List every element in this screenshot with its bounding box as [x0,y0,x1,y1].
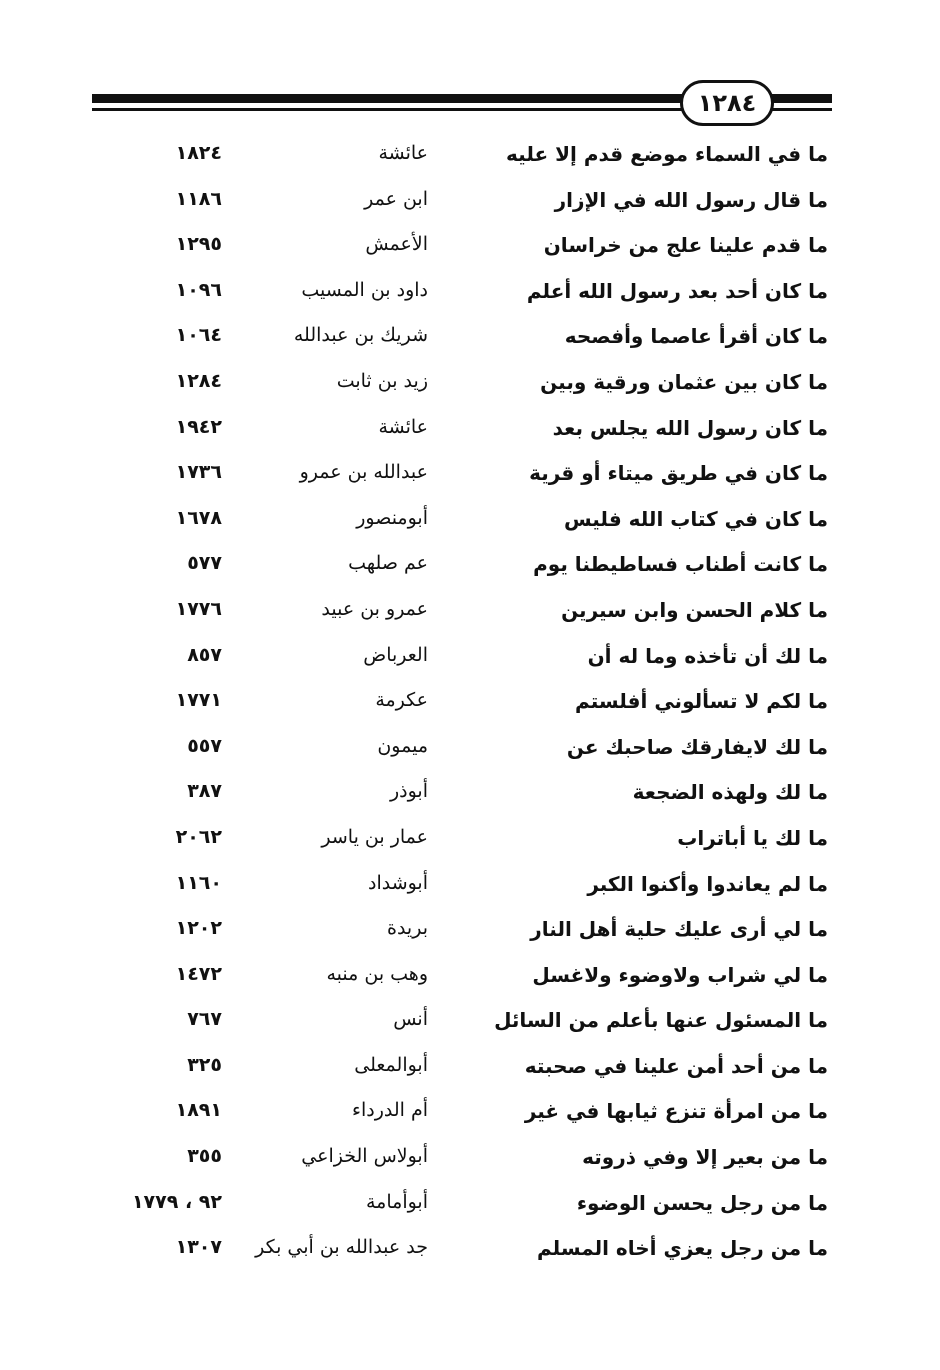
entry-number: ٧٦٧ [187,1008,222,1031]
index-entry-row [0,638,940,684]
entry-number: ١٠٩٦ [175,278,222,301]
entry-number: ١٢٩٥ [175,233,222,256]
index-entry-row [0,1048,940,1094]
index-entry-row [0,820,940,866]
entry-number: ١٧٧١ [175,689,222,712]
entry-narrator: عمرو بن عبيد [321,597,428,620]
entry-narrator: عائشة [378,142,428,164]
entry-phrase: ما لك ولهذه الضجعة [632,780,828,805]
entry-narrator: الأعمش [365,233,428,256]
entry-phrase: ما كلام الحسن وابن سيرين [561,597,828,622]
entry-number: ٥٧٧ [187,552,222,575]
entry-phrase: ما لي شراب ولاوضوء ولاغسل [532,962,828,987]
entry-narrator: عائشة [378,415,428,438]
entry-phrase: ما في السماء موضع قدم إلا عليه [506,142,828,166]
index-entry-row [0,182,940,228]
entry-phrase: ما كان في طريق ميتاء أو قرية [529,461,828,486]
entry-phrase: ما كان أحد بعد رسول الله أعلم [526,278,828,303]
entry-narrator: أبولاس الخزاعي [301,1145,428,1168]
entry-phrase: ما من امرأة تنزع ثيابها في غير [524,1099,828,1124]
entry-narrator: أبومنصور [356,506,428,529]
entry-phrase: ما كان أقرأ عاصما وأفصحه [564,324,828,349]
entry-phrase: ما لك لايفارقك صاحبك عن [566,734,828,759]
entry-number: ١١٨٦ [175,187,222,210]
entry-phrase: ما من رجل يعزي أخاه المسلم [537,1236,828,1261]
entry-phrase: ما لكم لا تسألوني أفلستم [575,689,828,714]
entry-narrator: ابن عمر [364,187,428,210]
entry-narrator: عكرمة [375,689,428,712]
entry-narrator: بريدة [387,917,428,940]
entry-narrator: أبوشداد [367,871,428,894]
index-entries [0,136,940,1276]
entry-phrase: ما من بعير إلا وفي ذروته [582,1145,828,1170]
entry-phrase: ما كان رسول الله يجلس بعد [552,415,828,440]
entry-phrase: ما من أحد أمن علينا في صحبته [524,1053,828,1078]
entry-narrator: زيد بن ثابت [336,369,428,392]
entry-number: ٣٨٧ [187,780,222,803]
entry-phrase: ما قدم علينا علج من خراسان [543,233,828,258]
entry-phrase: ما المسئول عنها بأعلم من السائل [494,1008,828,1033]
index-entry-row [0,1185,940,1231]
entry-narrator: عبدالله بن عمرو [299,461,428,484]
entry-narrator: أنس [393,1008,428,1031]
index-entry-row [0,1139,940,1185]
entry-narrator: أبوذر [389,780,428,803]
entry-number: ٣٥٥ [187,1145,222,1168]
entry-number: ١١٦٠ [175,871,222,894]
entry-number: ٢٠٦٢ [175,825,222,848]
entry-narrator: جد عبدالله بن أبي بكر [255,1236,428,1259]
entry-narrator: شريك بن عبدالله [293,324,428,347]
entry-number: ٩٢ ، ١٧٧٩ [131,1190,222,1213]
entry-number: ١٦٧٨ [175,506,222,529]
entry-number: ١٠٦٤ [175,324,222,347]
entry-number: ١٢٨٤ [175,369,222,392]
index-entry-row [0,1002,940,1048]
index-entry-row [0,592,940,638]
index-entry-row [0,729,940,775]
entry-phrase: ما لم يعاندوا وأكنوا الكبر [587,871,828,896]
entry-phrase: ما لك أن تأخذه وما له أن [587,643,828,668]
entry-number: ٨٥٧ [187,643,222,666]
index-entry-row [0,546,940,592]
entry-phrase: ما كان بين عثمان ورقية وبين [540,369,828,394]
entry-number: ٥٥٧ [187,734,222,757]
index-entry-row [0,273,940,319]
index-entry-row [0,866,940,912]
page-header [0,0,940,140]
entry-number: ١٩٤٢ [175,415,222,438]
index-entry-row [0,1093,940,1139]
entry-number: ١٤٧٢ [175,962,222,985]
entry-phrase: ما لي أرى عليك حلية أهل النار [530,917,828,942]
index-entry-row [0,410,940,456]
index-entry-row [0,1230,940,1276]
entry-phrase: ما كان في كتاب الله فليس [563,506,828,531]
entry-phrase: ما لك يا أباتراب [677,825,828,850]
index-entry-row [0,501,940,547]
entry-narrator: عم صلهب [348,552,428,575]
entry-narrator: ميمون [377,734,428,757]
entry-number: ١٨٩١ [175,1099,222,1122]
entry-phrase: ما من رجل يحسن الوضوء [576,1190,828,1215]
page-number: ١٢٨٤ [680,80,774,126]
entry-phrase: ما قال رسول الله في الإزار [554,187,828,212]
index-entry-row [0,774,940,820]
entry-number: ١٣٠٧ [175,1236,222,1259]
index-entry-row [0,683,940,729]
index-entry-row [0,911,940,957]
index-entry-row [0,957,940,1003]
entry-phrase: ما كانت أطناب فساطيطنا يوم [533,552,828,577]
entry-number: ١٧٣٦ [175,461,222,484]
index-entry-row [0,318,940,364]
entry-narrator: عمار بن ياسر [321,825,428,848]
index-entry-row [0,136,940,182]
entry-narrator: أم الدرداء [352,1099,428,1122]
entry-narrator: وهب بن منبه [326,962,428,985]
entry-narrator: داود بن المسيب [301,278,428,301]
entry-number: ١٧٧٦ [175,597,222,620]
index-entry-row [0,227,940,273]
entry-number: ١٢٠٢ [175,917,222,940]
entry-narrator: أبوأمامة [366,1190,428,1213]
index-entry-row [0,455,940,501]
entry-narrator: أبوالمعلى [354,1053,428,1076]
entry-number: ١٨٢٤ [175,142,222,164]
index-entry-row [0,364,940,410]
entry-number: ٣٢٥ [187,1053,222,1076]
entry-narrator: العرباض [363,643,428,666]
